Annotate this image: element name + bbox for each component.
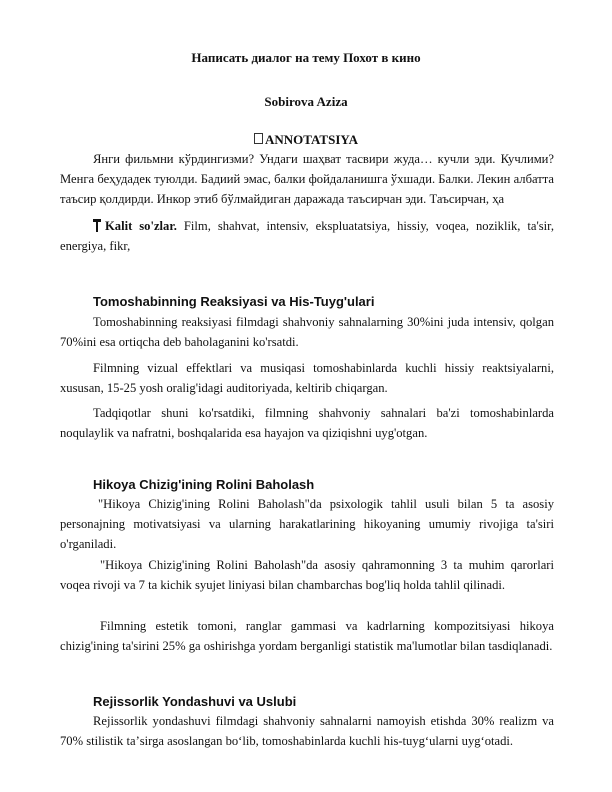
abstract-text: Янги фильмни кўрдингизми? Ундаги шаҳват тасвири жуда… кучли эди. Кучлими? Менга беҳудадек туюлди. Бадиий эмас, балки фойдаланишга ўхшади. Балки. Лекин албатта таъсир қолдирди. Инкор этиб бўлмайдиган даражада таъсирчан эди. Таъсирчан, ҳа <box>60 152 554 206</box>
section-paragraph: Filmning vizual effektlari va musiqasi tomoshabinlarda kuchli hissiy reaktsiyalarni, xususan, 15-25 yosh oralig'idagi auditoriyada, keltirib chiqargan. <box>60 361 554 395</box>
author-name: Sobirova Aziza <box>264 94 348 109</box>
paper-title: Написать диалог на тему Похот в кино <box>191 50 421 65</box>
section-paragraph: Filmning estetik tomoni, ranglar gammasi va kadrlarning kompozitsiyasi hikoya chizig'ining ta'sirini 25% ga oshirishga yordam berganligi statistik ma'lumotlar bilan tasdiqlanadi. <box>60 619 554 653</box>
abstract-heading-text: ANNOTATSIYA <box>265 132 358 147</box>
abstract-heading <box>0 132 612 148</box>
section-paragraph: Tomoshabinning reaksiyasi filmdagi shahvoniy sahnalarning 30%ini juda intensiv, qolgan 70%ini esa ortiqcha deb baholaganini ko'rsatdi. <box>60 315 554 349</box>
section-heading: Tomoshabinning Reaksiyasi va His-Tuyg'ulari <box>93 294 375 309</box>
missing-glyph-icon <box>254 133 263 144</box>
keywords-text: Film, shahvat, intensiv, ekspluatatsiya, hissiy, voqea, noziklik, ta'sir, energiya, fikr, <box>60 219 554 253</box>
keywords-paragraph <box>60 216 554 256</box>
section-paragraph: Rejissorlik yondashuvi filmdagi shahvoniy sahnalarni namoyish etishda 30% realizm va 70% stilistik taʼsirga asoslangan boʻlib, tomoshabinlarda kuchli his-tuygʻularni uygʻotadi. <box>60 714 554 748</box>
key-icon <box>93 219 101 232</box>
section-paragraph: Tadqiqotlar shuni ko'rsatdiki, filmning shahvoniy sahnalari ba'zi tomoshabinlarda noqulaylik va nafratni, boshqalarida esa hayajon va qiziqishni uyg'otgan. <box>60 406 554 440</box>
section-paragraph: "Hikoya Chizig'ining Rolini Baholash"da asosiy qahramonning 3 ta muhim qarorlari voqea rivoji va 7 ta kichik syujet liniyasi bilan chambarchas bog'liq holda tahlil qilinadi. <box>60 558 554 592</box>
section-heading: Rejissorlik Yondashuvi va Uslubi <box>93 694 297 709</box>
section-heading: Hikoya Chizig'ining Rolini Baholash <box>93 477 315 492</box>
section-paragraph: "Hikoya Chizig'ining Rolini Baholash"da psixologik tahlil usuli bilan 5 ta asosiy personajning motivatsiyasi va ularning harakatlarining hikoyaning umumiy rivojiga ta'siri o'rganiladi. <box>60 497 554 551</box>
keywords-label: Kalit so'zlar. <box>105 219 177 233</box>
